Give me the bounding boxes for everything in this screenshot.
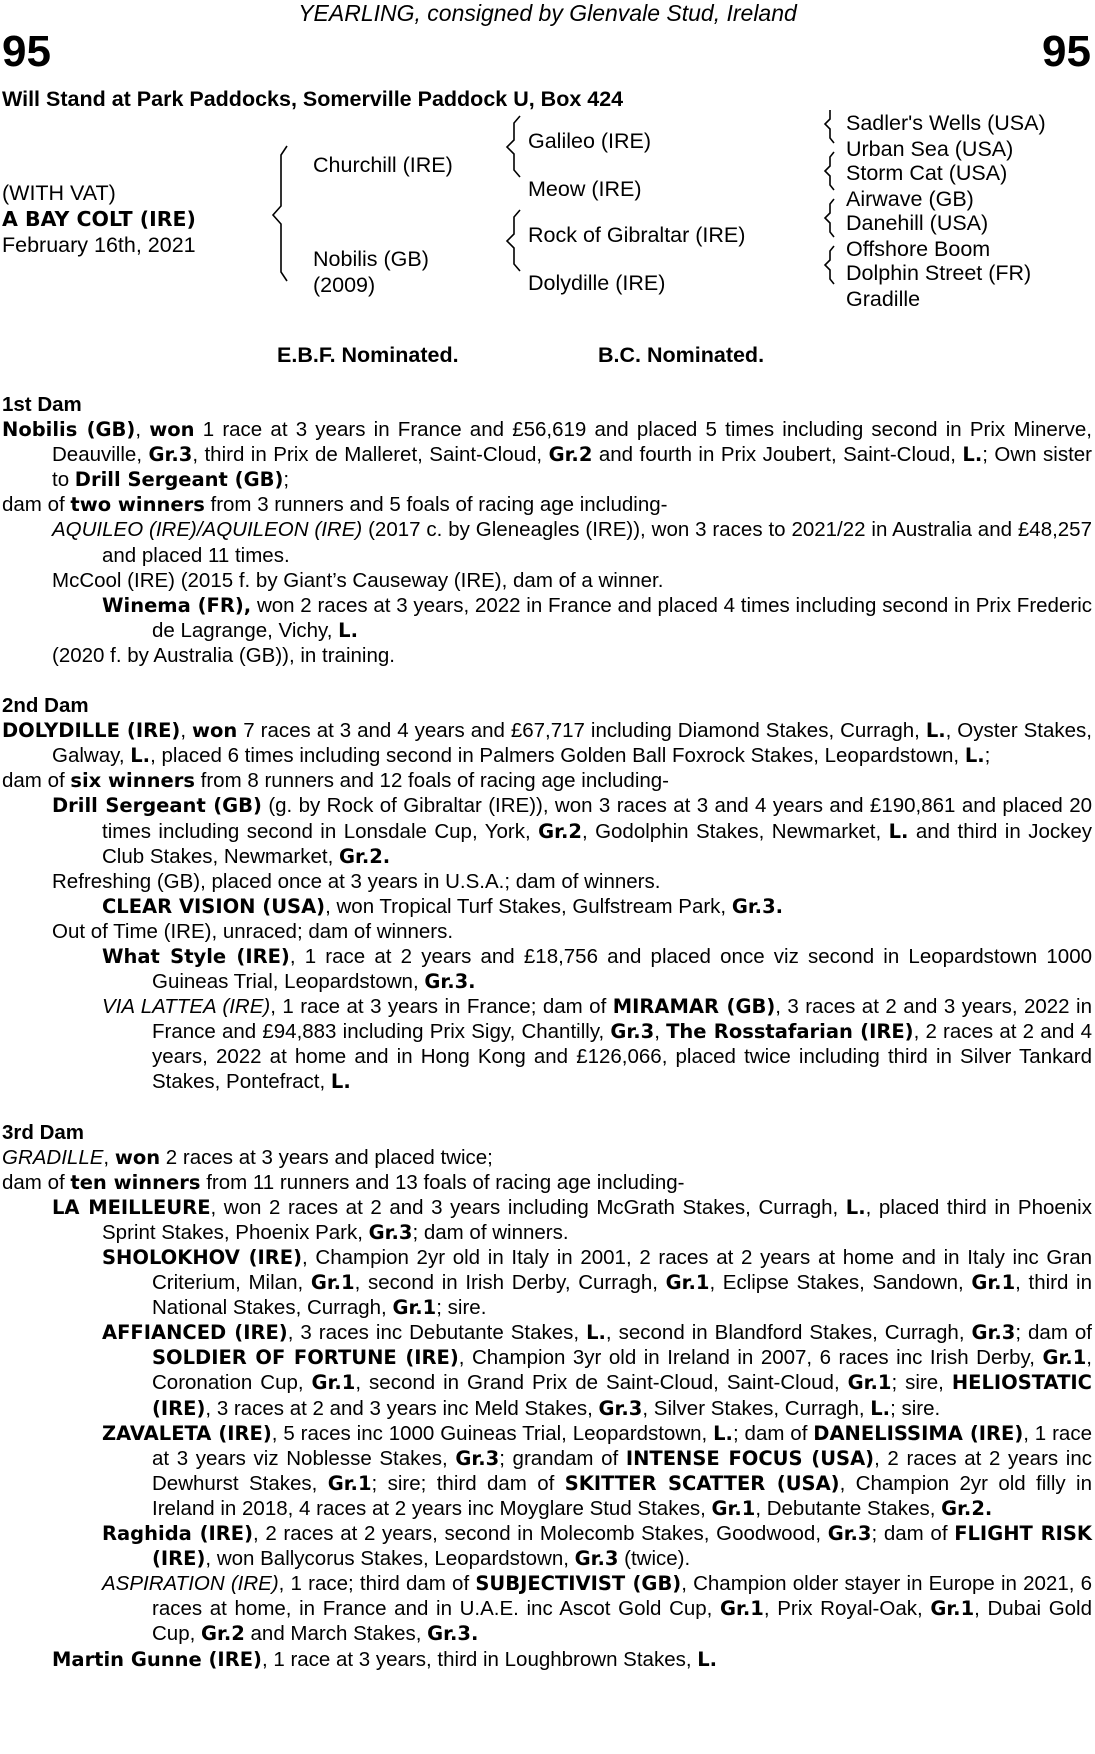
produce-entry: ZAVALETA (IRE), 5 races inc 1000 Guineas Trial, Leopardstown, L.; dam of DANELISSIMA (IRE), 1 race at 3 years viz Noblesse Stakes, Gr.3; grandam of INTENSE FOCUS (USA), 2 races at 2 years inc Dewhurst Stakes, Gr.1; sire; third dam of SKITTER SCATTER (USA), Champion 2yr old filly in Ireland in 2018, 4 races at 2 years inc Moyglare Stud Stakes, Gr.1, Debutante Stakes, Gr.2.: [102, 1421, 1093, 1520]
ancestor-5: Danehill (USA): [846, 211, 989, 235]
second-dam-heading: 2nd Dam: [2, 694, 89, 718]
third-dam-record: GRADILLE, won 2 races at 3 years and placed twice;: [2, 1145, 493, 1169]
dam-sire: Rock of Gibraltar (IRE): [528, 223, 746, 247]
produce-entry: ASPIRATION (IRE), 1 race; third dam of SUBJECTIVIST (GB), Champion older stayer in Europe in 2021, 6 races at home, in France and in U.A.E. inc Ascot Gold Cup, Gr.1, Prix Royal-Oak, Gr.1, Dubai Gold Cup, Gr.2 and March Stakes, Gr.3.: [102, 1572, 1093, 1646]
ancestor-3: Storm Cat (USA): [846, 161, 1008, 185]
ebf-nomination: E.B.F. Nominated.: [277, 343, 459, 367]
produce-entry: VIA LATTEA (IRE), 1 race at 3 years in France; dam of MIRAMAR (GB), 3 races at 2 and 3 years, 2022 in France and £94,883 including Prix Sigy, Chantilly, Gr.3, The Rosstafarian (IRE), 2 races at 2 and 4 years, 2022 at home and in Hong Kong and £126,066, placed twice including third in Silver Tankard Stakes, Pontefract, L.: [102, 995, 1092, 1094]
dam-year: (2009): [313, 273, 376, 297]
produce-entry: Refreshing (GB), placed once at 3 years in U.S.A.; dam of winners.: [52, 869, 661, 893]
ancestor-8: Gradille: [846, 287, 921, 311]
produce-entry: Out of Time (IRE), unraced; dam of winners.: [52, 919, 454, 943]
vat-note: (WITH VAT): [2, 181, 116, 205]
ancestor-1: Sadler's Wells (USA): [846, 111, 1046, 135]
sire: Churchill (IRE): [313, 153, 453, 177]
third-dam-produce-summary: dam of ten winners from 11 runners and 13 foals of racing age including-: [2, 1170, 685, 1194]
lot-number-right: 95: [1042, 27, 1091, 76]
ancestor-6: Offshore Boom: [846, 237, 991, 261]
lot-horse-name: A BAY COLT (IRE): [2, 207, 196, 231]
ancestor-7: Dolphin Street (FR): [846, 261, 1032, 285]
lot-number-left: 95: [2, 27, 51, 76]
consignor-line: YEARLING, consigned by Glenvale Stud, Ireland: [298, 0, 797, 26]
sire-sire: Galileo (IRE): [528, 129, 652, 153]
ancestor-2: Urban Sea (USA): [846, 137, 1014, 161]
first-dam-heading: 1st Dam: [2, 393, 82, 416]
produce-entry: McCool (IRE) (2015 f. by Giant’s Causeway (IRE), dam of a winner.: [52, 568, 664, 592]
second-dam-produce-summary: dam of six winners from 8 runners and 12 foals of racing age including-: [2, 769, 670, 793]
produce-entry: AQUILEO (IRE)/AQUILEON (IRE) (2017 c. by Gleneagles (IRE)), won 3 races to 2021/22 in Australia and £48,257 and placed 11 times.: [52, 518, 1092, 567]
foaling-date: February 16th, 2021: [2, 233, 196, 257]
produce-entry: LA MEILLEURE, won 2 races at 2 and 3 years including McGrath Stakes, Curragh, L., placed third in Phoenix Sprint Stakes, Phoenix Park, Gr.3; dam of winners.: [52, 1195, 1092, 1244]
produce-entry: Winema (FR), won 2 races at 3 years, 2022 in France and placed 4 times including second in Prix Frederic de Lagrange, Vichy, L.: [102, 593, 1092, 642]
first-dam-name: Nobilis (GB): [2, 418, 136, 442]
produce-entry: Raghida (IRE), 2 races at 2 years, second in Molecomb Stakes, Goodwood, Gr.3; dam of FLIGHT RISK (IRE), won Ballycorus Stakes, Leopardstown, Gr.3 (twice).: [102, 1522, 1092, 1571]
stand-location: Will Stand at Park Paddocks, Somerville Paddock U, Box 424: [2, 87, 624, 111]
produce-record: [2, 392, 1092, 1672]
pedigree-table: [0, 110, 1095, 340]
dam: Nobilis (GB): [313, 247, 429, 271]
ancestor-4: Airwave (GB): [846, 187, 974, 211]
produce-entry: (2020 f. by Australia (GB)), in training.: [52, 643, 395, 667]
produce-entry: Drill Sergeant (GB) (g. by Rock of Gibraltar (IRE)), won 3 races at 3 and 4 years and £190,861 and placed 20 times including second in Lonsdale Cup, York, Gr.2, Godolphin Stakes, Newmarket, L. and third in Jockey Club Stakes, Newmarket, Gr.2.: [52, 794, 1093, 868]
dam-dam: Dolydille (IRE): [528, 271, 666, 295]
produce-entry: AFFIANCED (IRE), 3 races inc Debutante Stakes, L., second in Blandford Stakes, Curragh, Gr.3; dam of SOLDIER OF FORTUNE (IRE), Champion 3yr old in Ireland in 2007, 6 races inc Irish Derby, Gr.1, Coronation Cup, Gr.1, second in Grand Prix de Saint-Cloud, Saint-Cloud, Gr.1; sire, HELIOSTATIC (IRE), 3 races at 2 and 3 years inc Meld Stakes, Gr.3, Silver Stakes, Curragh, L.; sire.: [102, 1321, 1092, 1420]
first-dam-produce-summary: dam of two winners from 3 runners and 5 foals of racing age including-: [2, 493, 668, 517]
second-dam-record: DOLYDILLE (IRE), won 7 races at 3 and 4 years and £67,717 including Diamond Stakes, Curragh, L., Oyster Stakes, Galway, L., placed 6 times including second in Palmers Golden Ball Foxrock Stakes, Leopardstown, L.;: [2, 719, 1092, 768]
sire-dam: Meow (IRE): [528, 177, 642, 201]
produce-entry: Martin Gunne (IRE), 1 race at 3 years, third in Loughbrown Stakes, L.: [52, 1647, 718, 1671]
produce-entry: SHOLOKHOV (IRE), Champion 2yr old in Italy in 2001, 2 races at 2 years at home and in Italy inc Gran Criterium, Milan, Gr.1, second in Irish Derby, Curragh, Gr.1, Eclipse Stakes, Sandown, Gr.1, third in National Stakes, Curragh, Gr.1; sire.: [102, 1246, 1092, 1320]
third-dam-heading: 3rd Dam: [2, 1120, 85, 1144]
produce-entry: CLEAR VISION (USA), won Tropical Turf Stakes, Gulfstream Park, Gr.3.: [102, 894, 784, 918]
first-dam-record: Nobilis (GB), won 1 race at 3 years in France and £56,619 and placed 5 times including second in Prix Minerve, Deauville, Gr.3, third in Prix de Malleret, Saint-Cloud, Gr.2 and fourth in Prix Joubert, Saint-Cloud, L.; Own sister to Drill Sergeant (GB);: [2, 418, 1092, 492]
produce-entry: What Style (IRE), 1 race at 2 years and £18,756 and placed once viz second in Leopardstown 1000 Guineas Trial, Leopardstown, Gr.3.: [102, 944, 1092, 994]
bc-nomination: B.C. Nominated.: [598, 343, 765, 367]
